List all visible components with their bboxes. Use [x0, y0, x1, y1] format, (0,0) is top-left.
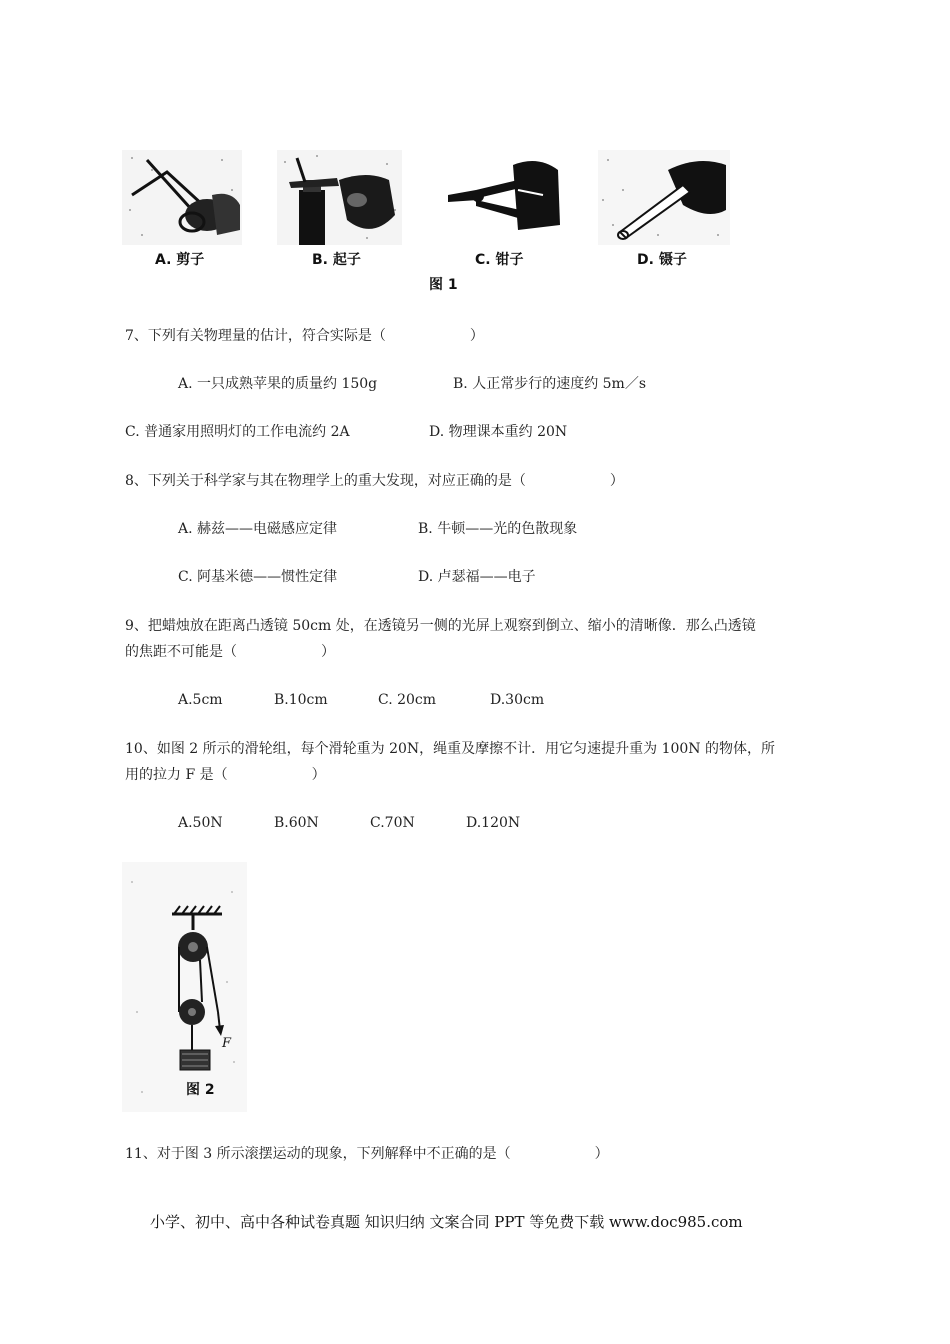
- question-8-option-c: C. 阿基米德——惯性定律: [178, 569, 338, 585]
- bottle-opener-icon: [277, 150, 402, 245]
- question-10-option-a: A.50N: [178, 815, 223, 831]
- pulley-system-icon: [122, 862, 247, 1112]
- tool-caption-b: B. 起子: [312, 252, 361, 268]
- force-label: F: [222, 1036, 232, 1051]
- question-10-option-c: C.70N: [370, 815, 415, 831]
- question-10-option-b: B.60N: [274, 815, 319, 831]
- tool-caption-c: C. 钳子: [475, 252, 524, 268]
- question-10-stem-line-2: 用的拉力 F 是（ ）: [125, 767, 326, 783]
- question-7-option-d: D. 物理课本重约 20N: [429, 424, 568, 440]
- figure-2-label: 图 2: [186, 1082, 215, 1098]
- question-7-option-b: B. 人正常步行的速度约 5m／s: [453, 376, 647, 392]
- question-10-stem-line-1: 10、如图 2 所示的滑轮组，每个滑轮重为 20N，绳重及摩擦不计．用它匀速提升重为 100N 的物体，所: [125, 741, 776, 757]
- question-9-option-b: B.10cm: [274, 692, 328, 708]
- pliers-icon: [448, 150, 563, 245]
- tool-caption-d: D. 镊子: [637, 252, 687, 268]
- question-11-stem: 11、对于图 3 所示滚摆运动的现象，下列解释中不正确的是（ ）: [125, 1146, 609, 1162]
- question-9-stem-line-2: 的焦距不可能是（ ）: [125, 644, 335, 660]
- question-9-stem-line-1: 9、把蜡烛放在距离凸透镜 50cm 处，在透镜另一侧的光屏上观察到倒立、缩小的清晰像．那么凸透镜: [125, 618, 756, 634]
- question-8-stem: 8、下列关于科学家与其在物理学上的重大发现，对应正确的是（ ）: [125, 473, 624, 489]
- figure-1-label: 图 1: [429, 277, 458, 293]
- question-8-option-b: B. 牛顿——光的色散现象: [418, 521, 578, 537]
- page-footer: 小学、初中、高中各种试卷真题 知识归纳 文案合同 PPT 等免费下载 www.doc985.com: [150, 1213, 743, 1231]
- question-9-option-d: D.30cm: [490, 692, 545, 708]
- question-7-stem: 7、下列有关物理量的估计，符合实际是（ ）: [125, 328, 484, 344]
- question-7-option-c: C. 普通家用照明灯的工作电流约 2A: [125, 424, 350, 440]
- question-8-option-d: D. 卢瑟福——电子: [418, 569, 536, 585]
- question-10-option-d: D.120N: [466, 815, 521, 831]
- question-9-option-c: C. 20cm: [378, 692, 437, 708]
- scissors-icon: [122, 150, 242, 245]
- question-8-option-a: A. 赫兹——电磁感应定律: [178, 521, 338, 537]
- question-7-option-a: A. 一只成熟苹果的质量约 150g: [178, 376, 378, 392]
- tweezers-icon: [598, 150, 730, 245]
- tool-caption-a: A. 剪子: [155, 252, 205, 268]
- question-9-option-a: A.5cm: [178, 692, 223, 708]
